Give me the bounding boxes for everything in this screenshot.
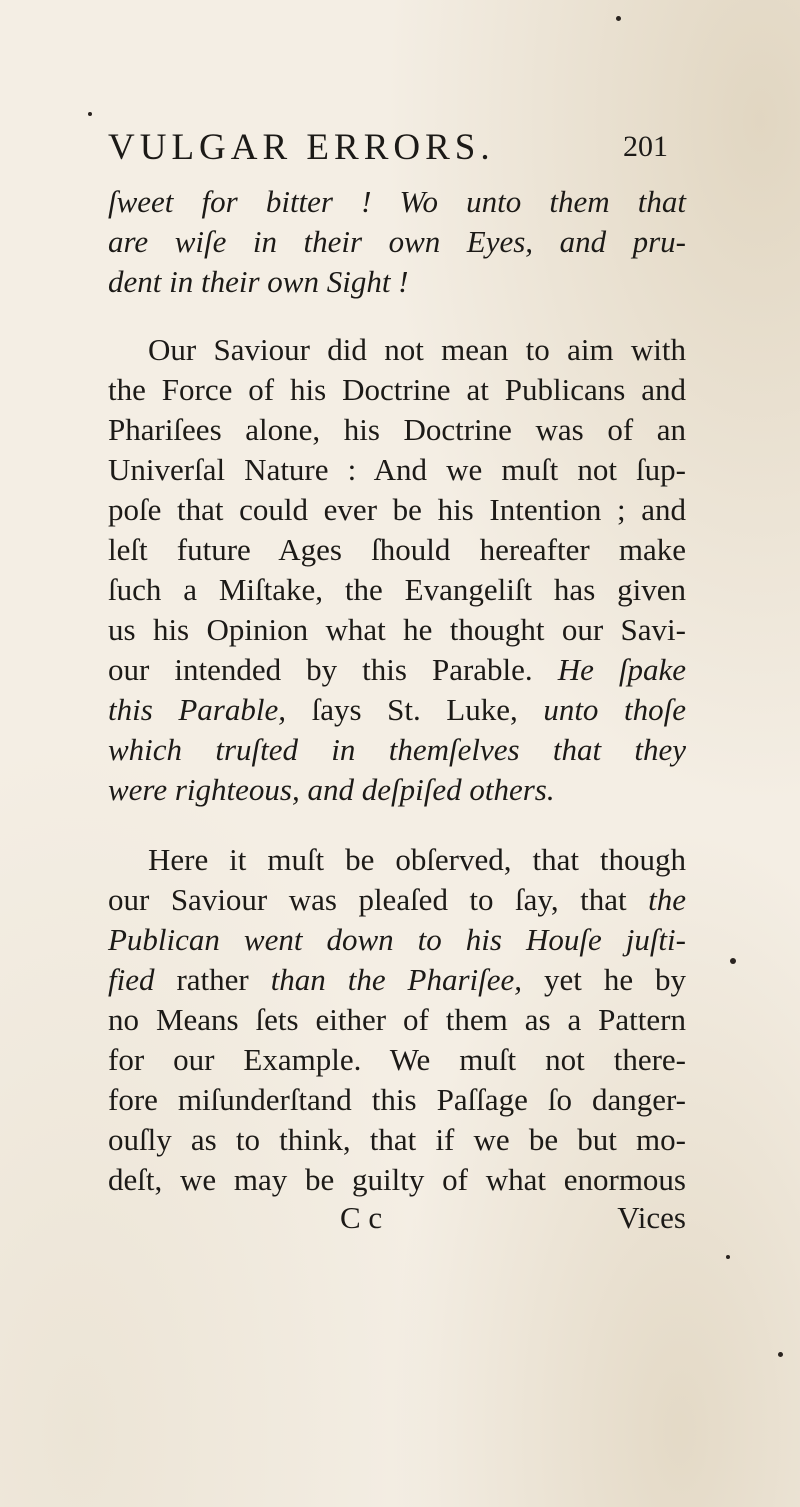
- text-line: deſt, we may be guilty of what enormous: [108, 1162, 686, 1197]
- catchword: Vices: [617, 1200, 686, 1235]
- text-run-italic: this Parable,: [108, 692, 286, 727]
- text-line: are wiſe in their own Eyes, and pru-: [108, 224, 686, 259]
- text-line: dent in their own Sight !: [108, 264, 409, 299]
- page-footer: [108, 1200, 686, 1240]
- text-line: ſuch a Miſtake, the Evangeliſt has given: [108, 572, 686, 607]
- text-line: [108, 960, 686, 1000]
- running-head: VULGAR ERRORS.: [108, 127, 495, 168]
- text-run: ſays St. Luke,: [311, 692, 518, 727]
- text-line: [108, 650, 686, 690]
- text-line: us his Opinion what he thought our Savi-: [108, 612, 686, 647]
- text-line: Publican went down to his Houſe juſti-: [108, 922, 686, 957]
- text-line: leſt future Ages ſhould hereafter make: [108, 532, 686, 567]
- text-line: were righteous, and deſpiſed others.: [108, 772, 555, 807]
- page-header: [108, 126, 668, 170]
- text-run: our intended by this Parable.: [108, 652, 533, 687]
- text-line: no Means ſets either of them as a Pattern: [108, 1002, 686, 1037]
- ink-speck: [730, 958, 736, 964]
- text-line: Here it muſt be obſerved, that though: [148, 842, 686, 877]
- text-line: for our Example. We muſt not there-: [108, 1042, 686, 1077]
- text-run-italic: He ſpake: [557, 652, 687, 687]
- ink-speck: [616, 16, 621, 21]
- text-run-italic: fied: [108, 962, 155, 997]
- text-line: ſweet for bitter ! Wo unto them that: [108, 184, 686, 219]
- text-run-italic: than the Phariſee,: [270, 962, 523, 997]
- ink-speck: [88, 112, 92, 116]
- text-line: [108, 690, 686, 730]
- text-line: which truſted in themſelves that they: [108, 732, 686, 767]
- text-run-italic: unto thoſe: [543, 692, 686, 727]
- text-line: fore miſunderſtand this Paſſage ſo danger-: [108, 1082, 686, 1117]
- text-line: Phariſees alone, his Doctrine was of an: [108, 412, 686, 447]
- text-line: Our Saviour did not mean to aim with: [148, 332, 686, 367]
- ink-speck: [778, 1352, 783, 1357]
- ink-speck: [726, 1255, 730, 1259]
- text-line: ouſly as to think, that if we be but mo-: [108, 1122, 686, 1157]
- text-run: our Saviour was pleaſed to ſay, that: [108, 882, 627, 917]
- text-run: rather: [176, 962, 249, 997]
- text-run: yet he by: [544, 962, 687, 997]
- page-number: 201: [623, 130, 668, 163]
- text-line: Univerſal Nature : And we muſt not ſup-: [108, 452, 686, 487]
- text-line: poſe that could ever be his Intention ; and: [108, 492, 686, 527]
- text-line: the Force of his Doctrine at Publicans and: [108, 372, 686, 407]
- text-line: [108, 880, 686, 920]
- signature-mark: C c: [340, 1200, 383, 1235]
- text-run-italic: the: [648, 882, 687, 917]
